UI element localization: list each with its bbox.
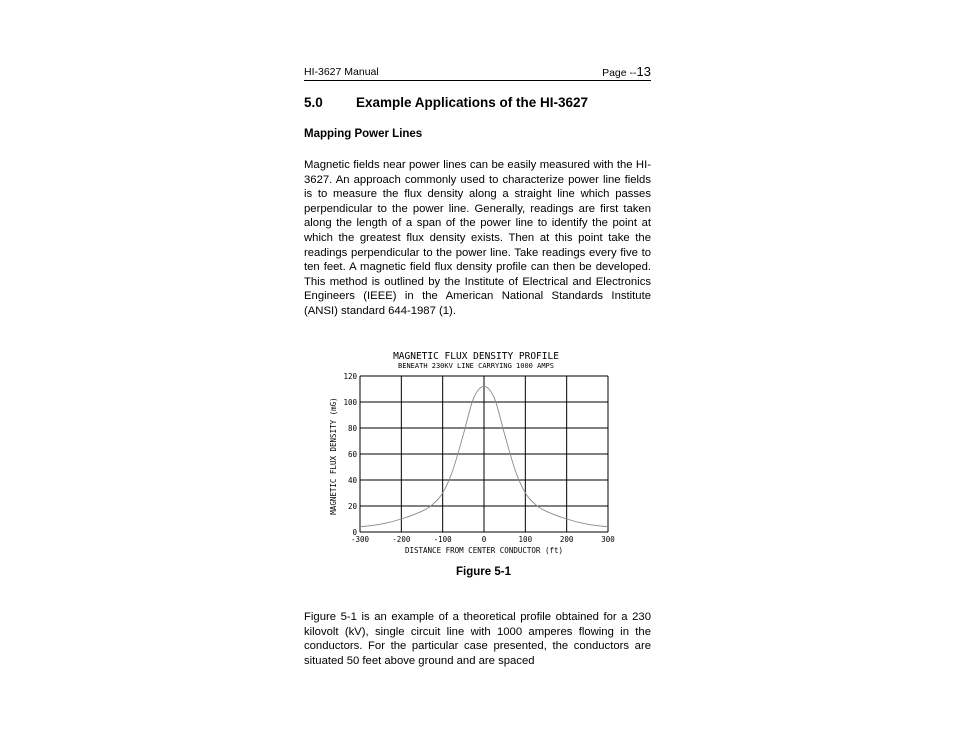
x-tick-label: -200 [392,535,411,544]
header-rule [304,80,651,81]
section-number: 5.0 [304,95,323,110]
x-axis-ticks [351,535,615,544]
chart-title: MAGNETIC FLUX DENSITY PROFILE [393,351,559,362]
x-tick-label: -100 [433,535,452,544]
y-axis-label: MAGNETIC FLUX DENSITY (mG) [329,397,338,515]
y-tick-label: 20 [347,502,357,511]
y-tick-label: 100 [343,398,357,407]
body-paragraph-2: Figure 5-1 is an example of a theoretical profile obtained for a 230 kilovolt (kV), single circuit line with 1000 amperes flowing in the conductors. For the particular case presented, the conductors are situated 50 feet above ground and are spaced [304,611,651,667]
header-page-number [560,64,651,79]
x-tick-label: -300 [350,535,370,544]
y-tick-label: 120 [343,372,357,381]
x-axis-label: DISTANCE FROM CENTER CONDUCTOR (ft) [404,546,564,555]
y-tick-label: 60 [347,450,357,459]
chart-subtitle: BENEATH 230KV LINE CARRYING 1000 AMPS [398,362,554,370]
page-number: 13 [636,64,651,79]
y-axis-ticks [343,372,357,537]
y-tick-label: 40 [347,476,357,485]
page-prefix: Page -- [602,67,637,79]
x-tick-label: 200 [559,535,574,544]
section-heading [304,95,588,110]
flux-density-chart [324,346,624,560]
x-tick-label: 300 [601,535,615,544]
figure-caption: Figure 5-1 [456,566,511,578]
chart-grid [360,376,608,532]
y-tick-label: 0 [352,528,357,537]
body-paragraph-1: Magnetic fields near power lines can be easily measured with the HI-3627. An approach commonly used to characterize power line fields is to measure the flux density along a straight line which passes perpendicular to the power line. Generally, readings are first taken along the length of a span of the power line to identify the point at which the greatest flux density exists. Then at this point take the readings perpendicular to the power line. Take readings every five to ten feet. A magnetic field flux density profile can then be developed. This method is outlined by the Institute of Electrical and Electronics Engineers (IEEE) in the American National Standards Institute (ANSI) standard 644-1987 (1). [304,159,651,317]
header-manual-title: HI-3627 Manual [304,66,379,78]
section-title: Example Applications of the HI-3627 [356,95,589,110]
y-tick-label: 80 [347,424,357,433]
x-tick-label: 0 [481,535,487,544]
subsection-heading: Mapping Power Lines [304,128,423,140]
x-tick-label: 100 [518,535,533,544]
